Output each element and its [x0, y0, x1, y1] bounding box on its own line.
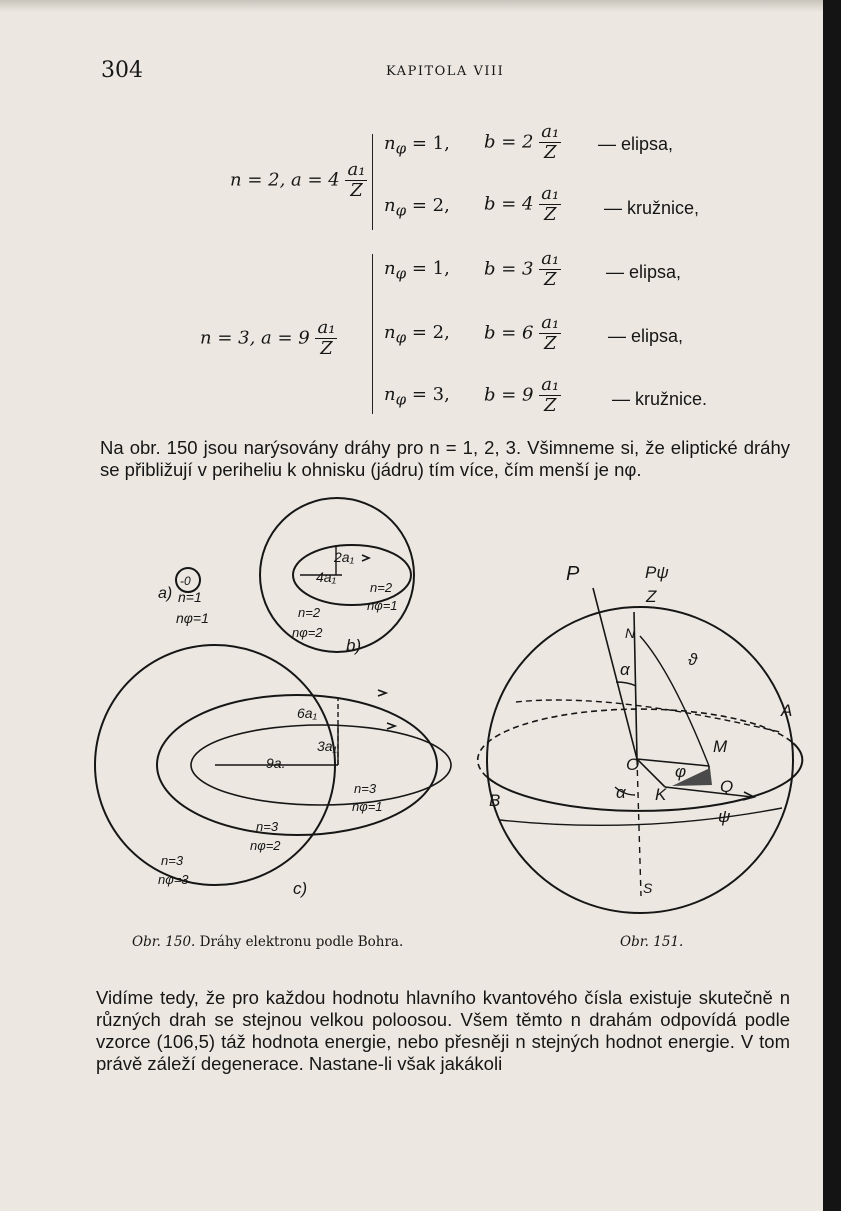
n3-row3-nvalue: = 3, [411, 384, 450, 405]
n2-left-frac-num: a₁ [347, 159, 366, 180]
line-OP [593, 588, 637, 759]
label-c-6a: 6a₁ [297, 705, 317, 721]
line-OK [637, 759, 665, 787]
paragraph-1: Na obr. 150 jsou narýsovány dráhy pro n = 1, 2, 3. Všimneme si, že eliptické dráhy se přibližují v periheliu k ohnisku (jádru) tím více, čím menší je nφ. [100, 437, 790, 480]
n2-left-text: n = 2, a = 4 [230, 169, 340, 191]
arrow-b [362, 555, 369, 561]
figure-150-caption-text: Dráhy elektronu podle Bohra. [199, 934, 404, 950]
label-Ppsi: Pψ [645, 563, 669, 582]
label-P: P [566, 563, 580, 585]
n3-row2-frac-num: a₁ [541, 312, 560, 333]
label-b-2a: 2a₁ [334, 549, 354, 565]
n3-row3-nsub: φ [395, 390, 407, 409]
n3-row1-label: — elipsa, [606, 262, 682, 282]
n3-row2-n: n [384, 322, 396, 343]
figure-150-caption [132, 934, 403, 950]
figure-151-labels [489, 563, 792, 896]
label-c-n-c: n=3 [161, 853, 184, 868]
label-B: B [489, 791, 501, 810]
label-c-tag: c) [293, 879, 308, 898]
n3-row3-n: n [384, 384, 396, 405]
running-head: KAPITOLA VIII [386, 64, 505, 79]
n3-row3-b: b = 9 [484, 384, 534, 406]
label-b-tag: b) [346, 636, 362, 655]
n2-row2-n: n [384, 195, 396, 216]
n2-row2-nvalue: = 2, [411, 195, 450, 216]
label-a-center: -0 [180, 574, 191, 588]
label-c-nphi-a: nφ=1 [352, 799, 383, 814]
arrow-c1 [378, 690, 386, 696]
label-b-n-ellipse: n=2 [370, 580, 393, 595]
label-A: A [781, 701, 793, 720]
n3-row2-nsub: φ [395, 328, 407, 347]
n3-row2-frac-den: Z [543, 333, 557, 354]
label-a-nphi: nφ=1 [176, 610, 209, 626]
n2-row1-nsub: φ [395, 139, 407, 158]
n3-row2-label: — elipsa, [608, 326, 684, 346]
n3-row1-nsub: φ [395, 264, 407, 283]
n3-row3-frac-num: a₁ [541, 374, 560, 395]
label-O: O [626, 755, 640, 774]
label-theta: ϑ [688, 650, 698, 669]
label-phi: φ [675, 762, 687, 781]
figure-150-labels [158, 549, 398, 898]
label-b-4a: 4a₁ [316, 569, 336, 585]
label-c-n-a: n=3 [354, 781, 377, 796]
n2-row2-frac-num: a₁ [541, 183, 560, 204]
n2-row1-label: — elipsa, [598, 134, 674, 154]
label-psi: ψ [718, 807, 731, 826]
n3-row1-frac-num: a₁ [541, 248, 560, 269]
label-Q: Q [720, 777, 734, 796]
label-M: M [713, 737, 728, 756]
n3-row2-nvalue: = 2, [411, 322, 450, 343]
n2-row2-frac-den: Z [543, 204, 557, 225]
n3-row1-n: n [384, 258, 396, 279]
n2-row1-frac-num: a₁ [541, 121, 560, 142]
figure-151-caption-number: Obr. 151. [620, 934, 684, 950]
label-S: S [643, 880, 653, 896]
figure-151-drawing [478, 588, 803, 913]
label-c-nphi-c: nφ=3 [158, 872, 189, 887]
n3-row3-frac-den: Z [543, 395, 557, 416]
n2-row2-b: b = 4 [484, 193, 534, 215]
n2-row1-b: b = 2 [484, 131, 534, 153]
label-N: N [625, 625, 636, 641]
label-a-n: n=1 [178, 589, 202, 605]
alpha-arc-top [616, 682, 636, 686]
n2-row2-label: — kružnice, [604, 198, 700, 218]
label-c-9a: 9a. [266, 755, 286, 771]
line-OM [637, 759, 709, 766]
label-c-n-b: n=3 [256, 819, 279, 834]
n3-left-frac-num: a₁ [317, 317, 336, 338]
label-Z: Z [646, 587, 657, 606]
n3-row1-nvalue: = 1, [411, 258, 450, 279]
line-KQ [665, 787, 752, 797]
axis-OS [637, 759, 641, 896]
label-a-tag: a) [158, 585, 173, 602]
label-c-3a: 3a₁ [317, 738, 337, 754]
figure-151-caption [620, 934, 683, 950]
label-K: K [655, 785, 667, 804]
n2-row1-n: n [384, 133, 396, 154]
n3-row2-b: b = 6 [484, 322, 534, 344]
label-alpha-bottom: α [616, 783, 626, 802]
n2-row1-frac-den: Z [543, 142, 557, 163]
n2-row2-nsub: φ [395, 201, 407, 220]
equator-front [487, 743, 802, 811]
figure-150-caption-number: Obr. 150. [132, 934, 196, 950]
theta-arc [640, 636, 709, 766]
n2-row1-nvalue: = 1, [411, 133, 450, 154]
paragraph-2: Vidíme tedy, že pro každou hodnotu hlavního kvantového čísla existuje skutečně n různých drah se stejnou velkou poloosou. Všem těmto n drahám odpovídá podle vzorce (106,5) táž hodnota energie, nebo přesněji n stejných hodnot energie. V tom právě záleží degenerace. Nastane-li však jakákoli [96, 987, 790, 1074]
label-c-nphi-b: nφ=2 [250, 838, 281, 853]
label-alpha-top: α [620, 660, 630, 679]
n3-left-text: n = 3, a = 9 [200, 327, 310, 349]
label-b-nphi-circle: nφ=2 [292, 625, 323, 640]
n3-left-frac-den: Z [320, 338, 333, 359]
n3-row1-b: b = 3 [484, 258, 534, 280]
label-b-n-circle: n=2 [298, 605, 321, 620]
arrow-c2 [387, 723, 395, 729]
page-number: 304 [101, 58, 143, 83]
label-b-nphi-ellipse: nφ=1 [367, 598, 398, 613]
n2-left-frac-den: Z [350, 180, 363, 201]
n3-row1-frac-den: Z [543, 269, 557, 290]
n3-row3-label: — kružnice. [612, 389, 708, 409]
